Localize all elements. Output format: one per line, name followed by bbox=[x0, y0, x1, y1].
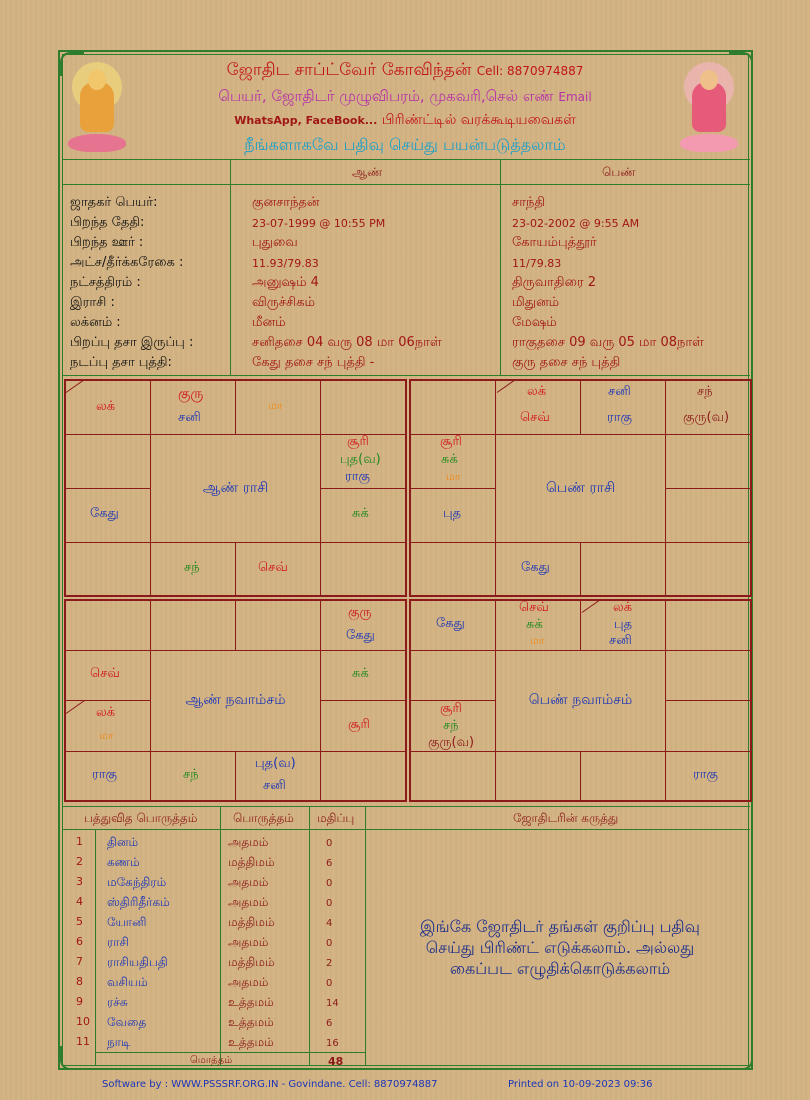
header-social: WhatsApp, FaceBook... bbox=[234, 114, 378, 127]
header-line3: WhatsApp, FaceBook... பிரிண்ட்டில் வரக்கூடியவைகள் bbox=[234, 112, 576, 128]
porutham-row-value: 0 bbox=[326, 838, 333, 849]
astrologer-note bbox=[370, 916, 750, 979]
column-head-female: பெண் bbox=[602, 165, 636, 179]
note-line: செய்து பிரிண்ட் எடுக்கலாம். அல்லது bbox=[425, 938, 695, 957]
porutham-row-number: 10 bbox=[76, 1015, 90, 1028]
porutham-row-number: 1 bbox=[76, 835, 83, 848]
female-navamsa-title: பெண் நவாம்சம் bbox=[528, 692, 633, 708]
porutham-row-name: நாடி bbox=[107, 1035, 131, 1049]
female-place: கோயம்புத்தூர் bbox=[512, 235, 597, 250]
porutham-total-label: மொத்தம் bbox=[190, 1055, 233, 1066]
label-place: பிறந்த ஊர் : bbox=[70, 235, 144, 250]
planet-budha: புத bbox=[614, 617, 633, 632]
planet-chan: சந் bbox=[184, 560, 200, 575]
header-line2: பெயர், ஜோதிடர் முழுவிபரம், முகவரி,செல் எண் Email bbox=[218, 87, 592, 105]
planet-suk: சுக் bbox=[352, 506, 369, 521]
planet-chan: சந் bbox=[183, 767, 199, 782]
porutham-row-number: 6 bbox=[76, 935, 83, 948]
porutham-row-value: 0 bbox=[326, 878, 333, 889]
female-rasi: மிதுனம் bbox=[512, 295, 560, 310]
planet-mandhi: மா bbox=[99, 729, 114, 742]
planet-rahu: ராகு bbox=[345, 469, 370, 484]
porutham-row-name: தினம் bbox=[107, 835, 139, 849]
female-latlong: 11/79.83 bbox=[512, 257, 562, 270]
label-dasa-balance: பிறப்பு தசா இருப்பு : bbox=[70, 335, 194, 350]
male-latlong: 11.93/79.83 bbox=[252, 257, 319, 270]
planet-chev: செவ் bbox=[520, 410, 550, 425]
porutham-row-name: ஸ்திரிதீர்கம் bbox=[107, 895, 170, 909]
planet-lagna: லக் bbox=[96, 705, 116, 720]
female-current-dasa: குரு தசை சந் புத்தி bbox=[512, 355, 621, 370]
header-cell: Cell: 8870974887 bbox=[476, 64, 584, 78]
planet-chan: சந் bbox=[443, 718, 459, 733]
porutham-row-name: யோனி bbox=[107, 915, 147, 929]
male-lagna: மீனம் bbox=[252, 315, 286, 330]
porutham-head-comment: ஜோதிடரின் கருத்து bbox=[513, 811, 619, 825]
footer-printed: Printed on 10-09-2023 09:36 bbox=[508, 1079, 653, 1090]
planet-chev: செவ் bbox=[519, 600, 549, 615]
label-rasi: இராசி : bbox=[70, 295, 115, 310]
porutham-row-name: ராசி bbox=[107, 935, 129, 949]
note-line: இங்கே ஜோதிடர் தங்கள் குறிப்பு பதிவு bbox=[420, 917, 700, 936]
planet-suk: சுக் bbox=[441, 452, 458, 467]
planet-mandhi: மா bbox=[268, 399, 283, 412]
porutham-row-value: 14 bbox=[326, 998, 339, 1009]
porutham-head-rating: பொருத்தம் bbox=[233, 811, 294, 825]
note-line: கைப்பட எழுதிக்கொடுக்கலாம் bbox=[449, 959, 671, 978]
porutham-row-value: 4 bbox=[326, 918, 333, 929]
porutham-row-value: 6 bbox=[326, 1018, 333, 1029]
planet-suri: சூரி bbox=[440, 434, 462, 449]
porutham-row-value: 2 bbox=[326, 958, 333, 969]
planet-lagna: லக் bbox=[527, 384, 547, 399]
planet-mandhi: மா bbox=[530, 634, 545, 647]
porutham-row-value: 0 bbox=[326, 898, 333, 909]
female-name: சாந்தி bbox=[512, 195, 545, 210]
planet-kethu: கேது bbox=[90, 506, 119, 521]
porutham-row-number: 9 bbox=[76, 995, 83, 1008]
porutham-row-rating: உத்தமம் bbox=[228, 1035, 274, 1049]
column-head-male: ஆண் bbox=[352, 165, 383, 179]
footer-software: Software by : WWW.PSSSRF.ORG.IN - Govindane. Cell: 8870974887 bbox=[102, 1079, 438, 1090]
porutham-row-rating: மத்திமம் bbox=[228, 855, 275, 869]
porutham-row-name: கணம் bbox=[107, 855, 140, 869]
label-current-dasa: நடப்பு தசா புத்தி: bbox=[70, 355, 172, 370]
planet-sani: சனி bbox=[609, 633, 632, 648]
male-rasi-title: ஆண் ராசி bbox=[202, 479, 269, 496]
porutham-row-number: 8 bbox=[76, 975, 83, 988]
header-line4: நீங்களாகவே பதிவு செய்து பயன்படுத்தலாம் bbox=[244, 135, 566, 154]
header-email: Email bbox=[558, 90, 592, 104]
porutham-row-name: ராசியதிபதி bbox=[107, 955, 168, 969]
label-latlong: அட்ச/தீர்க்கரேகை : bbox=[70, 255, 184, 270]
porutham-total: 48 bbox=[328, 1055, 344, 1068]
porutham-row-value: 0 bbox=[326, 938, 333, 949]
male-navamsa-title: ஆண் நவாம்சம் bbox=[185, 692, 286, 708]
female-lagna: மேஷம் bbox=[512, 315, 557, 330]
header-title: ஜோதிட சாப்ட்வேர் கோவிந்தன் Cell: 8870974887 bbox=[226, 60, 584, 80]
corner-ornament bbox=[60, 1046, 84, 1070]
planet-rahu: ராகு bbox=[92, 767, 117, 782]
porutham-row-rating: அதமம் bbox=[228, 875, 269, 889]
female-dasa-balance: ராகுதசை 09 வரு 05 மா 08நாள் bbox=[512, 335, 704, 350]
porutham-row-name: வசியம் bbox=[107, 975, 148, 989]
male-dasa-balance: சனிதசை 04 வரு 08 மா 06நாள் bbox=[252, 335, 442, 350]
planet-chev: செவ் bbox=[90, 666, 120, 681]
female-dob: 23-02-2002 @ 9:55 AM bbox=[512, 217, 640, 230]
planet-guru-v: குரு(வ) bbox=[683, 410, 730, 425]
porutham-row-value: 16 bbox=[326, 1038, 339, 1049]
planet-suk: சுக் bbox=[526, 617, 543, 632]
porutham-row-number: 11 bbox=[76, 1035, 90, 1048]
male-star: அனுஷம் 4 bbox=[252, 275, 319, 290]
male-name: குனசாந்தன் bbox=[252, 195, 320, 210]
planet-rahu: ராகு bbox=[693, 767, 718, 782]
planet-suri: சூரி bbox=[348, 717, 370, 732]
planet-suri: சூரி bbox=[440, 701, 462, 716]
porutham-row-value: 0 bbox=[326, 978, 333, 989]
planet-kethu: கேது bbox=[346, 628, 375, 643]
porutham-row-rating: மத்திமம் bbox=[228, 915, 275, 929]
planet-mandhi: மா bbox=[446, 470, 461, 483]
porutham-row-rating: அதமம் bbox=[228, 895, 269, 909]
porutham-row-value: 6 bbox=[326, 858, 333, 869]
porutham-row-rating: அதமம் bbox=[228, 935, 269, 949]
porutham-row-rating: அதமம் bbox=[228, 975, 269, 989]
label-star: நட்சத்திரம் : bbox=[70, 275, 141, 290]
porutham-head-name: பத்துவித பொருத்தம் bbox=[84, 811, 198, 825]
porutham-row-number: 3 bbox=[76, 875, 83, 888]
label-name: ஜாதகர் பெயர்: bbox=[70, 195, 158, 210]
porutham-row-name: ரச்சு bbox=[107, 995, 128, 1009]
porutham-row-number: 7 bbox=[76, 955, 83, 968]
porutham-row-rating: உத்தமம் bbox=[228, 1015, 274, 1029]
male-rasi: விருச்சிகம் bbox=[252, 295, 315, 310]
male-dob: 23-07-1999 @ 10:55 PM bbox=[252, 217, 386, 230]
male-current-dasa: கேது தசை சந் புத்தி - bbox=[252, 355, 375, 370]
female-rasi-title: பெண் ராசி bbox=[545, 479, 616, 496]
planet-chan: சந் bbox=[697, 384, 713, 399]
label-dob: பிறந்த தேதி: bbox=[70, 215, 145, 230]
planet-sani: சனி bbox=[263, 778, 286, 793]
planet-sani: சனி bbox=[608, 384, 631, 399]
porutham-row-rating: மத்திமம் bbox=[228, 955, 275, 969]
porutham-row-number: 5 bbox=[76, 915, 83, 928]
porutham-head-value: மதிப்பு bbox=[317, 811, 355, 825]
porutham-row-number: 2 bbox=[76, 855, 83, 868]
planet-kethu: கேது bbox=[521, 560, 550, 575]
male-place: புதுவை bbox=[252, 235, 298, 250]
planet-guru: குரு bbox=[178, 386, 204, 402]
porutham-row-number: 4 bbox=[76, 895, 83, 908]
planet-lagna: லக் bbox=[96, 399, 116, 414]
label-lagna: லக்னம் : bbox=[70, 315, 121, 330]
planet-suri: சூரி bbox=[347, 434, 369, 449]
planet-sani: சனி bbox=[178, 410, 201, 425]
planet-kethu: கேது bbox=[436, 616, 465, 631]
porutham-row-name: மகேந்திரம் bbox=[107, 875, 167, 889]
planet-budha: புத bbox=[443, 506, 462, 521]
planet-budha-v: புத(வ) bbox=[340, 452, 381, 467]
planet-budha-v: புத(வ) bbox=[255, 756, 296, 771]
planet-suk: சுக் bbox=[352, 666, 369, 681]
planet-guru-v: குரு(வ) bbox=[428, 735, 475, 750]
planet-guru: குரு bbox=[348, 605, 372, 620]
corner-ornament bbox=[729, 1046, 753, 1070]
porutham-row-name: வேதை bbox=[107, 1015, 147, 1029]
planet-lagna: லக் bbox=[613, 600, 633, 615]
planet-rahu: ராகு bbox=[607, 410, 632, 425]
porutham-row-rating: அதமம் bbox=[228, 835, 269, 849]
planet-chev: செவ் bbox=[258, 560, 288, 575]
female-star: திருவாதிரை 2 bbox=[512, 275, 597, 290]
porutham-row-rating: உத்தமம் bbox=[228, 995, 274, 1009]
